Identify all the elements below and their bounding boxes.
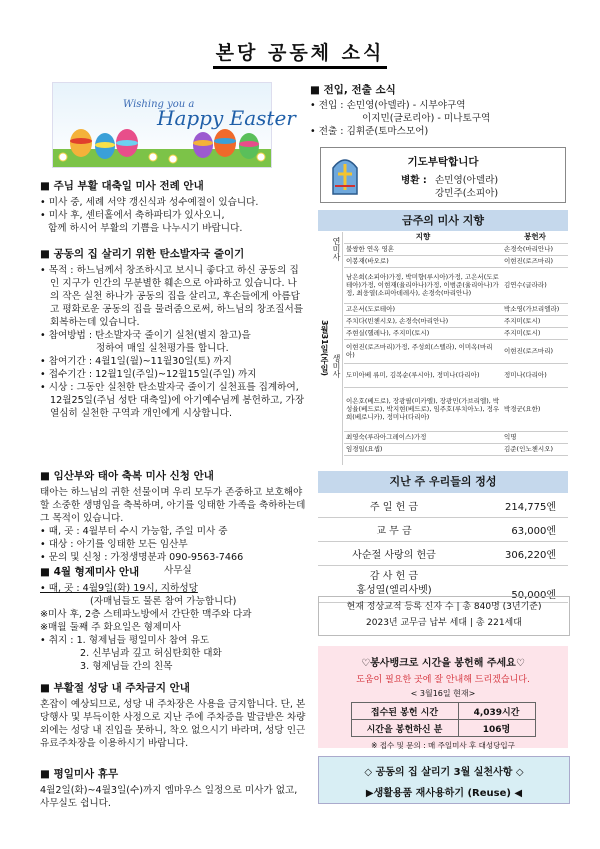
easter-caption-script: Wishing you a (123, 99, 195, 110)
table-row: 교 무 금 63,000엔 (318, 518, 568, 542)
section-transfer (310, 84, 570, 138)
section-easter-mass (40, 180, 306, 235)
table-row: 감 사 헌 금 홍성열(엘리사벳) 50,000엔 (318, 566, 568, 603)
table-row: 이현진(로즈마리)가정, 주성희(스텔라), 이미옥(마리아) 이현진(로즈마리) (344, 339, 568, 363)
text-paragraph: 혼잡이 예상되므로, 성당 내 주차장은 사용을 금지합니다. 단, 본당행사 및 부득이한 사정으로 지난 주에 주차증을 발급받은 차량 외에는 성당 내 진입을 못하니, 착오 없으시기 바라며, 성당 인근 유료주차장을 이용하시기 바랍니다. (40, 699, 306, 749)
text-line: ※매월 둘째 주 화요일은 형제미사 (40, 622, 181, 633)
mass-intention-header: 금주의 미사 지향 (318, 210, 568, 231)
offering-header: 지난 주 우리들의 정성 (318, 471, 568, 493)
text-paragraph: 4월2일(화)~4월3일(수)까지 엠마우스 일정으로 미사가 없고, 사무실도 쉽니다. (40, 785, 298, 809)
text-line: 2. 신부님과 깊고 허심탄회한 대화 (80, 648, 222, 659)
volunteer-title: ♡봉사뱅크로 시간을 봉헌해 주세요♡ (361, 658, 525, 669)
table-row: 최영숙(루라아그레이스)가정 익명 (344, 431, 568, 443)
section-heading: ■ 임산부와 태아 축복 미사 신청 안내 (40, 470, 214, 482)
col-offerer: 봉헌자 (502, 232, 568, 243)
table-row: 접수된 봉헌 시간 4,039시간 (351, 703, 535, 720)
text-line: • 문의 및 신청 : 가정생명분과 090-9563-7466 (40, 552, 244, 563)
mass-intention-table (318, 232, 568, 465)
prayer-request-box (320, 147, 566, 203)
text-line: • 대상 : 아기를 잉태한 모든 임산부 (40, 539, 188, 550)
mass-date: 3월31일(주일) (320, 320, 329, 377)
offering-table (318, 494, 568, 603)
text-line: • 접수기간 : 12월1일(주일)~12월15일(주일) 까지 (40, 369, 257, 380)
table-row: 도미아베 류미, 김복순(루시아), 정미나(다리아) 정미나(다리아) (344, 363, 568, 387)
section-weekday-mass-off (40, 768, 306, 810)
section-heading: ■ 4월 형제미사 안내 (40, 566, 140, 578)
text-line: • 때, 곳 : 4월부터 수시 가능함, 주일 미사 중 (40, 526, 228, 537)
text-line: • 때, 곳 : 4월9일(화) 19시, 지하성당 (40, 583, 198, 594)
table-row: 시간을 봉헌하신 분 106명 (351, 720, 535, 737)
volunteer-note: ※ 접수 및 문의 : 매 주일미사 후 대성당입구 (371, 741, 515, 750)
table-row: 주현실(헬레나), 주지미(토시) 주지미(토시) (344, 327, 568, 339)
text-line: 3. 형제님들 간의 친목 (80, 661, 173, 672)
text-line: • 참여기간 : 4월1일(월)~11월30일(토) 까지 (40, 356, 232, 367)
text-line: 이지민(글로리아) - 미나토구역 (362, 113, 491, 124)
section-heading: ■ 공동의 집 살리기 위한 탄소발자국 줄이기 (40, 248, 245, 260)
table-row: 임경일(요셉) 김준(인노첸시오) (344, 443, 568, 455)
prayer-name: 강민주(소피아) (435, 188, 499, 199)
text-line: • 전입 : 손민영(아델라) - 시부야구역 (310, 100, 466, 111)
prayer-name: 손민영(아델라) (435, 175, 499, 186)
text-line: • 미사 중, 세례 서약 갱신식과 성수예절이 있습니다. (40, 197, 259, 208)
section-heading: ■ 평일미사 휴무 (40, 768, 119, 780)
text-line: 정하여 매일 실천평가를 합니다. (96, 343, 229, 354)
stats-line: 2023년 교무금 납부 세대 | 총 221세대 (366, 618, 522, 628)
text-line: 사무실 (164, 565, 192, 576)
mass-rows (344, 232, 568, 456)
section-heading: ■ 부활절 성당 내 주차금지 안내 (40, 682, 190, 694)
section-carbon (40, 248, 306, 420)
section-pregnancy (40, 470, 306, 577)
text-line: • 전출 : 김휘준(토마스모어) (310, 126, 429, 137)
page-title: 본당 공동체 소식 (215, 42, 385, 64)
volunteer-date: < 3월16일 현재> (410, 689, 476, 698)
text-line: 함께 하시어 부활의 기쁨을 나누시기 바랍니다. (48, 223, 243, 234)
parish-stats (318, 596, 570, 636)
text-line: (자매님들도 물론 참여 가능합니다) (90, 596, 237, 607)
prayer-title: 기도부탁합니다 (407, 156, 479, 168)
text-line: • 참여방법 : 탄소발자국 줄이기 실천(별지 참고)을 (40, 330, 251, 341)
table-row: 불쌍한 연옥 영혼 손경숙(마리안나) (344, 243, 568, 255)
text-line: • 취지 : 1. 형제님들 평일미사 참여 유도 (40, 635, 210, 646)
text-paragraph: • 목적 : 하느님께서 창조하시고 보시니 좋다고 하신 공동의 집인 지구가 인간의 무분별한 훼손으로 아파하고 있습니다. 나의 작은 실천 하나가 공동의 집을 살리고, 후손들에게 아름답고 평화로운 공동의 집을 물려줌으로써, 하느님의 창조질서를 회복하는데 있습니다. (40, 265, 304, 328)
easter-image (52, 82, 296, 168)
text-paragraph: 태아는 하느님의 귀한 선물이며 우리 모두가 존중하고 보호해야 할 소중한 생명임을 축복하며, 아기를 잉태한 가족을 축하하는데 그 목적이 있습니다. (40, 487, 306, 524)
group-dead: 연미사 (330, 232, 343, 266)
table-row: 이은호(베드로), 장광필(미카엘), 장광민(가브리엘), 박성율(베드로), 박지현(베드로), 임주호(루치아노), 정우희(베로니카), 정미나(다리아) 박경군(요한) (344, 387, 568, 431)
earth-line: ▶생활용품 재사용하기 (Reuse) ◀ (365, 788, 523, 799)
table-row: 사순절 사랑의 헌금 306,220엔 (318, 542, 568, 566)
section-parking (40, 682, 306, 750)
table-row: 고은서(도로테아) 박소영(가브리엘라) (344, 303, 568, 315)
text-line: ※미사 후, 2층 스테파노방에서 간단한 맥주와 다과 (40, 609, 252, 620)
table-row: 주 일 헌 금 214,775엔 (318, 494, 568, 518)
volunteer-subtitle: 도움이 필요한 곳에 잘 안내해 드리겠습니다. (356, 675, 530, 685)
text-line: • 미사 후, 센터홀에서 축하파티가 있사오니, (40, 210, 225, 221)
earth-practice-box (318, 756, 570, 804)
earth-line: ◇ 공동의 집 살리기 3월 실천사항 ◇ (364, 767, 524, 778)
easter-caption-main: Happy Easter (157, 106, 296, 130)
section-brothers-mass (40, 566, 306, 673)
col-intent: 지향 (344, 232, 502, 243)
group-living: 생미사 (330, 266, 343, 465)
volunteer-bank-box (318, 646, 568, 748)
stats-line: 현재 정상교적 등록 신자 수 | 총 840명 (3년기준) (346, 602, 542, 612)
table-row: 남은희(소피아)가정, 박미향(루시아)가정, 고은서(도로테아)가정, 이현재(율리아나)가정, 이범준(율리아나)가정, 최웅열(소피아데레사), 손경숙(마리안나) 김연수(글라라) (344, 267, 568, 303)
section-heading: ■ 전입, 전출 소식 (310, 84, 396, 96)
section-heading: ■ 주님 부활 대축일 미사 전례 안내 (40, 180, 204, 192)
text-paragraph: • 시상 : 그동안 실천한 탄소발자국 줄이기 실천표를 집계하여, 12월25일(주님 성탄 대축일)에 아기예수님께 봉헌하고, 가장 열심히 실천한 구역과 개인에게 시상합니다. (40, 382, 305, 419)
prayer-label: 병환 : (401, 175, 427, 186)
title-underline (213, 66, 387, 69)
table-row: 주치다(빈첸시오), 손경숙(마리안나) 주지미(토시) (344, 315, 568, 327)
volunteer-table (351, 702, 536, 737)
table-row: 이봉재(바오로) 이현진(로즈마리) (344, 255, 568, 267)
